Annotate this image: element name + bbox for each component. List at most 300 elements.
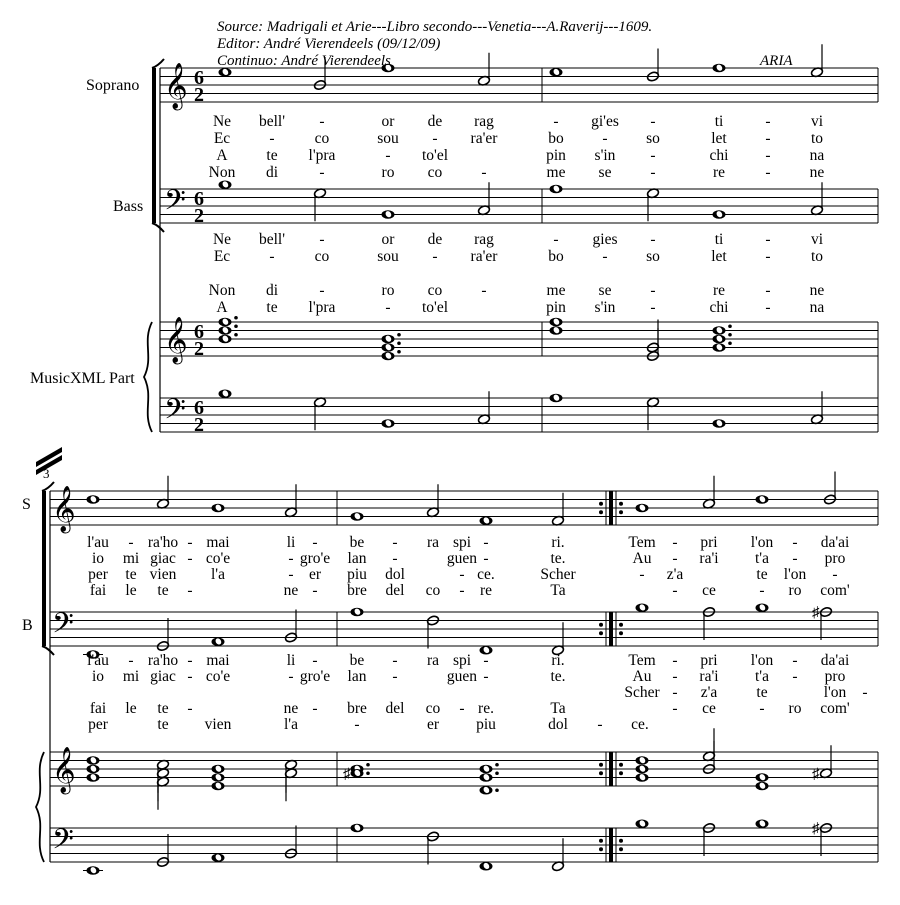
repeat-dot <box>599 631 603 635</box>
lyric-syllable: - <box>481 282 487 299</box>
lyric-syllable: lan <box>347 668 367 685</box>
lyric-syllable: de <box>427 113 443 130</box>
lyric-syllable: - <box>650 299 656 316</box>
lyric-syllable: Scher <box>540 566 576 583</box>
repeat-dot <box>599 771 603 775</box>
lyric-syllable: - <box>392 550 398 567</box>
lyric-syllable: spi <box>452 534 472 551</box>
lyric-syllable: Ne <box>212 231 232 248</box>
lyric-syllable: - <box>319 231 325 248</box>
lyric-syllable: Ec <box>213 130 231 147</box>
time-signature-denominator: 2 <box>194 205 204 227</box>
repeat-dot <box>599 510 603 514</box>
lyric-syllable: ra'ho <box>147 534 179 551</box>
lyric-syllable: Au <box>632 668 652 685</box>
lyric-syllable: bell' <box>258 113 286 130</box>
lyric-syllable: - <box>672 582 678 599</box>
lyric-syllable: co <box>427 282 443 299</box>
lyric-syllable: l'pra <box>308 147 336 164</box>
lyric-syllable: ne <box>283 582 299 599</box>
lyric-syllable: - <box>187 550 193 567</box>
lyric-syllable: - <box>312 582 318 599</box>
lyric-syllable: te <box>157 582 169 599</box>
time-signature-numerator: 6 <box>194 397 204 419</box>
lyric-syllable: - <box>650 164 656 181</box>
lyric-syllable: sou <box>377 130 399 147</box>
lyric-syllable: - <box>432 248 438 265</box>
repeat-dot <box>599 623 603 627</box>
dot <box>366 763 370 767</box>
lyric-syllable: - <box>312 700 318 717</box>
piano-brace <box>144 322 152 432</box>
lyric-syllable: l'a <box>284 716 298 733</box>
lyric-syllable: gro'e <box>299 668 331 685</box>
lyric-syllable: so <box>646 130 660 147</box>
lyric-syllable: - <box>392 534 398 551</box>
lyric-syllable: be <box>349 534 365 551</box>
lyric-syllable: - <box>639 566 645 583</box>
soprano-label: Soprano <box>86 77 140 94</box>
treble-clef-icon: 𝄞 <box>164 317 188 362</box>
lyric-syllable: co <box>425 582 441 599</box>
lyric-syllable: to'el <box>421 299 449 316</box>
lyric-syllable: - <box>672 668 678 685</box>
lyric-syllable: te <box>125 566 137 583</box>
lyric-syllable: - <box>319 113 325 130</box>
lyric-syllable: te. <box>550 550 566 567</box>
lyric-syllable: - <box>459 582 465 599</box>
lyric-syllable: ro <box>381 164 395 181</box>
lyric-syllable: io <box>91 668 105 685</box>
lyric-syllable: ce <box>702 700 716 717</box>
lyric-syllable: - <box>597 716 603 733</box>
lyric-syllable: pro <box>824 550 846 567</box>
dot <box>728 333 732 337</box>
lyric-syllable: ra'er <box>470 130 498 147</box>
dot <box>495 788 499 792</box>
lyric-syllable: - <box>672 684 678 701</box>
lyric-syllable: - <box>602 248 608 265</box>
lyric-syllable: - <box>432 130 438 147</box>
lyric-syllable: ce. <box>631 716 649 733</box>
lyric-syllable: - <box>187 700 193 717</box>
lyric-syllable: Au <box>632 550 652 567</box>
lyric-syllable: l'a <box>211 566 225 583</box>
lyric-syllable: - <box>759 582 765 599</box>
lyric-syllable: - <box>650 113 656 130</box>
continuo-line: Continuo: André Vierendeels <box>217 53 391 69</box>
lyric-syllable: mi <box>122 668 140 685</box>
lyric-syllable: re <box>712 164 726 181</box>
lyric-syllable: A <box>216 147 228 164</box>
treble-clef-icon: 𝄞 <box>52 747 76 792</box>
lyric-syllable: mai <box>206 534 230 551</box>
lyric-syllable: pri <box>700 534 718 551</box>
lyric-syllable: rag <box>474 113 494 130</box>
editor-line: Editor: André Vierendeels (09/12/09) <box>217 36 441 52</box>
lyric-syllable: ra'ho <box>147 652 179 669</box>
lyric-syllable: - <box>650 282 656 299</box>
lyric-syllable: mai <box>206 652 230 669</box>
lyric-syllable: pin <box>546 147 566 164</box>
lyric-syllable: - <box>672 534 678 551</box>
sharp-sign: ♯ <box>812 766 820 783</box>
system-bracket <box>152 68 156 223</box>
lyric-syllable: spi <box>452 652 472 669</box>
continuo-label: MusicXML Part <box>30 370 135 387</box>
lyric-syllable: gro'e <box>299 550 331 567</box>
lyric-syllable: fai <box>89 700 107 717</box>
lyric-syllable: - <box>319 282 325 299</box>
bracket-hook <box>42 646 54 655</box>
measure-number: 3 <box>43 466 50 481</box>
lyric-syllable: me <box>546 164 566 181</box>
lyric-syllable: di <box>265 164 279 181</box>
lyric-syllable: te <box>756 684 768 701</box>
lyric-syllable: - <box>650 147 656 164</box>
lyric-syllable: z'a <box>700 684 718 701</box>
lyric-syllable: - <box>354 716 360 733</box>
lyric-syllable: vien <box>149 566 177 583</box>
lyric-syllable: te <box>756 566 768 583</box>
dot <box>495 771 499 775</box>
lyric-syllable: or <box>381 231 395 248</box>
lyric-syllable: l'au <box>87 652 109 669</box>
lyric-syllable: - <box>128 652 134 669</box>
lyric-syllable: - <box>483 668 489 685</box>
lyric-syllable: - <box>553 113 559 130</box>
lyric-syllable: pro <box>824 668 846 685</box>
lyric-syllable: - <box>319 164 325 181</box>
lyric-syllable: - <box>792 550 798 567</box>
lyric-syllable: l'on <box>823 684 847 701</box>
lyric-syllable: chi <box>709 147 729 164</box>
lyric-syllable: ce <box>702 582 716 599</box>
lyric-syllable: - <box>459 700 465 717</box>
lyric-syllable: re. <box>478 700 494 717</box>
lyric-syllable: lan <box>347 550 367 567</box>
lyric-syllable: li <box>286 534 296 551</box>
lyric-syllable: me <box>546 282 566 299</box>
lyric-syllable: - <box>128 534 134 551</box>
lyric-syllable: da'ai <box>820 534 850 551</box>
lyric-syllable: ra'i <box>699 550 719 567</box>
lyric-syllable: ti <box>714 113 724 130</box>
lyric-syllable: se <box>598 282 612 299</box>
repeat-dot <box>619 847 623 851</box>
lyric-syllable: piu <box>347 566 367 583</box>
time-signature-denominator: 2 <box>194 414 204 436</box>
dot <box>234 333 238 337</box>
lyric-syllable: or <box>381 113 395 130</box>
lyric-syllable: piu <box>476 716 496 733</box>
lyric-syllable: ne <box>283 700 299 717</box>
lyric-syllable: let <box>711 248 727 265</box>
lyric-syllable: del <box>385 700 405 717</box>
lyric-syllable: fai <box>89 582 107 599</box>
lyric-syllable: - <box>269 130 275 147</box>
lyric-syllable: te <box>157 716 169 733</box>
lyric-syllable: - <box>759 700 765 717</box>
dot <box>397 333 401 337</box>
lyric-syllable: s'in <box>594 147 616 164</box>
lyric-syllable: se <box>598 164 612 181</box>
lyric-syllable: co'e <box>205 550 231 567</box>
lyric-syllable: na <box>809 299 825 316</box>
lyric-syllable: giac <box>150 668 176 685</box>
lyric-syllable: - <box>312 534 318 551</box>
lyric-syllable: - <box>792 652 798 669</box>
system-bracket <box>42 491 46 646</box>
lyric-syllable: - <box>459 566 465 583</box>
lyric-syllable: - <box>672 550 678 567</box>
piano-brace <box>36 752 44 862</box>
lyric-syllable: ra'er <box>470 248 498 265</box>
lyric-syllable: guen <box>446 550 478 567</box>
lyric-syllable: di <box>265 282 279 299</box>
lyric-syllable: - <box>392 668 398 685</box>
lyric-syllable: guen <box>446 668 478 685</box>
lyric-syllable: bo <box>548 248 564 265</box>
lyric-syllable: ro <box>381 282 395 299</box>
bass-clef-icon: 𝄢 <box>164 395 186 432</box>
lyric-syllable: A <box>216 299 228 316</box>
lyric-syllable: - <box>187 668 193 685</box>
lyric-syllable: Ne <box>212 113 232 130</box>
lyric-syllable: - <box>765 248 771 265</box>
lyric-syllable: ra'i <box>699 668 719 685</box>
lyric-syllable: - <box>765 147 771 164</box>
lyric-syllable: - <box>312 652 318 669</box>
lyric-syllable: Non <box>208 282 236 299</box>
time-signature-denominator: 2 <box>194 84 204 106</box>
lyric-syllable: Tem <box>628 652 656 669</box>
dot <box>366 771 370 775</box>
lyric-syllable: - <box>288 668 294 685</box>
lyric-syllable: z'a <box>666 566 684 583</box>
lyric-syllable: - <box>483 652 489 669</box>
lyric-syllable: Ec <box>213 248 231 265</box>
lyric-syllable: to <box>810 130 824 147</box>
lyric-syllable: Scher <box>624 684 660 701</box>
lyric-syllable: te <box>266 299 278 316</box>
sharp-sign: ♯ <box>812 821 820 837</box>
lyric-syllable: co <box>314 248 330 265</box>
repeat-dot <box>619 631 623 635</box>
treble-clef-icon: 𝄞 <box>52 486 76 531</box>
time-signature-numerator: 6 <box>194 67 204 89</box>
bracket-hook <box>152 59 164 68</box>
lyric-syllable: Tem <box>628 534 656 551</box>
lyric-syllable: - <box>481 164 487 181</box>
lyric-syllable: le <box>125 700 137 717</box>
lyric-syllable: - <box>862 684 868 701</box>
lyric-syllable: - <box>269 248 275 265</box>
lyric-syllable: t'a <box>755 550 769 567</box>
lyric-syllable: da'ai <box>820 652 850 669</box>
repeat-dot <box>619 502 623 506</box>
lyric-syllable: Ta <box>550 582 566 599</box>
lyric-syllable: te. <box>550 668 566 685</box>
lyric-syllable: - <box>288 566 294 583</box>
lyric-syllable: ro <box>788 582 802 599</box>
tempo-mark: ARIA <box>760 53 793 69</box>
repeat-dot <box>599 502 603 506</box>
lyric-syllable: ri. <box>551 652 565 669</box>
lyric-syllable: Ta <box>550 700 566 717</box>
lyric-syllable: ne <box>809 282 825 299</box>
lyric-syllable: Non <box>208 164 236 181</box>
lyric-syllable: ra <box>426 652 440 669</box>
repeat-dot <box>619 623 623 627</box>
lyric-syllable: to <box>810 248 824 265</box>
lyric-syllable: dol <box>548 716 568 733</box>
lyric-syllable: te <box>157 700 169 717</box>
lyric-syllable: - <box>765 164 771 181</box>
lyric-syllable: ra <box>426 534 440 551</box>
lyric-syllable: gies <box>592 231 618 248</box>
lyric-syllable: per <box>88 716 108 733</box>
lyric-syllable: - <box>765 113 771 130</box>
lyric-syllable: re <box>479 582 493 599</box>
lyric-syllable: rag <box>474 231 494 248</box>
lyric-syllable: vi <box>810 113 824 130</box>
lyric-syllable: l'on <box>750 534 774 551</box>
lyric-syllable: com' <box>820 582 850 599</box>
lyric-syllable: - <box>602 130 608 147</box>
repeat-dot <box>599 763 603 767</box>
lyric-syllable: ri. <box>551 534 565 551</box>
lyric-syllable: te <box>266 147 278 164</box>
time-signature-numerator: 6 <box>194 188 204 210</box>
lyric-syllable: co <box>314 130 330 147</box>
time-signature-denominator: 2 <box>194 338 204 360</box>
lyric-syllable: - <box>187 652 193 669</box>
lyric-syllable: co <box>427 164 443 181</box>
lyric-syllable: vi <box>810 231 824 248</box>
lyric-syllable: co'e <box>205 668 231 685</box>
dot <box>397 350 401 354</box>
lyric-syllable: mi <box>122 550 140 567</box>
lyric-syllable: bo <box>548 130 564 147</box>
lyric-syllable: let <box>711 130 727 147</box>
lyric-syllable: dol <box>385 566 405 583</box>
lyric-syllable: com' <box>820 700 850 717</box>
dot <box>397 341 401 345</box>
soprano-short-label: S <box>22 496 31 513</box>
lyric-syllable: le <box>125 582 137 599</box>
dot <box>234 316 238 320</box>
lyric-syllable: so <box>646 248 660 265</box>
lyric-syllable: - <box>553 231 559 248</box>
lyric-syllable: - <box>672 652 678 669</box>
lyric-syllable: - <box>483 534 489 551</box>
lyric-syllable: to'el <box>421 147 449 164</box>
lyric-syllable: ne <box>809 164 825 181</box>
bass-clef-icon: 𝄢 <box>52 609 74 646</box>
lyric-syllable: be <box>349 652 365 669</box>
lyric-syllable: er <box>426 716 440 733</box>
lyric-syllable: - <box>288 550 294 567</box>
lyric-syllable: bell' <box>258 231 286 248</box>
lyric-syllable: - <box>392 652 398 669</box>
lyric-syllable: ti <box>714 231 724 248</box>
lyric-syllable: de <box>427 231 443 248</box>
lyric-syllable: re <box>712 282 726 299</box>
lyric-syllable: pin <box>546 299 566 316</box>
lyric-syllable: pri <box>700 652 718 669</box>
lyric-syllable: - <box>187 534 193 551</box>
lyric-syllable: ro <box>788 700 802 717</box>
lyric-syllable: - <box>385 147 391 164</box>
dot <box>728 324 732 328</box>
lyric-syllable: - <box>792 668 798 685</box>
lyric-syllable: - <box>765 282 771 299</box>
repeat-dot <box>619 763 623 767</box>
lyric-syllable: l'on <box>783 566 807 583</box>
repeat-dot <box>619 510 623 514</box>
lyric-syllable: l'pra <box>308 299 336 316</box>
repeat-dot <box>619 771 623 775</box>
bracket-hook <box>152 223 164 232</box>
lyric-syllable: bre <box>347 582 367 599</box>
lyric-syllable: vien <box>204 716 232 733</box>
lyric-syllable: l'au <box>87 534 109 551</box>
time-signature-numerator: 6 <box>194 321 204 343</box>
lyric-syllable: per <box>88 566 108 583</box>
lyric-syllable: del <box>385 582 405 599</box>
bass-clef-icon: 𝄢 <box>52 825 74 862</box>
lyric-syllable: er <box>308 566 322 583</box>
lyric-syllable: giac <box>150 550 176 567</box>
lyric-syllable: - <box>483 550 489 567</box>
lyric-syllable: na <box>809 147 825 164</box>
sharp-sign: ♯ <box>343 766 351 783</box>
lyric-syllable: - <box>765 231 771 248</box>
repeat-dot <box>599 847 603 851</box>
lyric-syllable: co <box>425 700 441 717</box>
lyric-syllable: chi <box>709 299 729 316</box>
bass-clef-icon: 𝄢 <box>164 186 186 223</box>
lyric-syllable: sou <box>377 248 399 265</box>
lyric-syllable: bre <box>347 700 367 717</box>
lyric-syllable: - <box>765 130 771 147</box>
repeat-dot <box>619 839 623 843</box>
lyric-syllable: gi'es <box>591 113 619 130</box>
lyric-syllable: - <box>832 566 838 583</box>
bass-short-label: B <box>22 617 33 634</box>
treble-clef-icon: 𝄞 <box>164 63 188 108</box>
lyric-syllable: s'in <box>594 299 616 316</box>
dot <box>495 763 499 767</box>
dot <box>728 341 732 345</box>
lyric-syllable: li <box>286 652 296 669</box>
lyric-syllable: - <box>187 582 193 599</box>
bass-label: Bass <box>113 198 144 215</box>
sharp-sign: ♯ <box>812 605 820 621</box>
lyric-syllable: l'on <box>750 652 774 669</box>
lyric-syllable: - <box>672 700 678 717</box>
lyric-syllable: - <box>385 299 391 316</box>
lyric-syllable: ce. <box>477 566 495 583</box>
dot <box>234 324 238 328</box>
source-line: Source: Madrigali et Arie---Libro secondo---Venetia---A.Raverij---1609. <box>217 19 653 35</box>
lyric-syllable: - <box>792 534 798 551</box>
lyric-syllable: - <box>650 231 656 248</box>
lyric-syllable: - <box>765 299 771 316</box>
lyric-syllable: t'a <box>755 668 769 685</box>
lyric-syllable: io <box>91 550 105 567</box>
